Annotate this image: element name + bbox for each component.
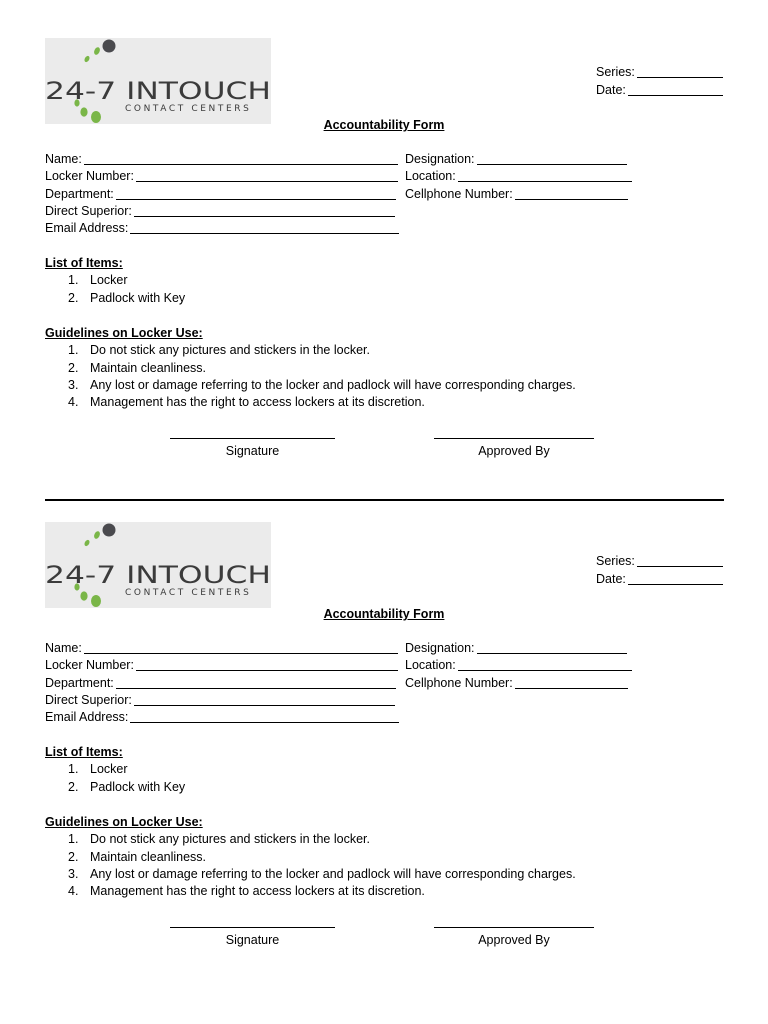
direct-superior-field[interactable] [45, 203, 395, 220]
designation-field[interactable] [405, 640, 627, 657]
item-number: 4. [68, 395, 79, 410]
direct-superior-label: Direct Superior: [45, 693, 132, 707]
item-number: 1. [68, 273, 79, 288]
approved-by-label: Approved By [478, 444, 550, 458]
signature-line [170, 438, 335, 439]
item-text: Locker [90, 762, 128, 777]
list-item [45, 290, 185, 307]
item-number: 1. [68, 832, 79, 847]
company-logo [45, 522, 271, 608]
item-text: Maintain cleanliness. [90, 360, 207, 375]
logo-wordmark: 24-7 INTOUCH [45, 561, 271, 589]
item-number: 1. [68, 762, 79, 777]
list-item [45, 394, 576, 411]
item-text: Any lost or damage referring to the locker and padlock will have corresponding charges. [90, 866, 576, 881]
designation-label: Designation: [405, 641, 475, 655]
location-field[interactable] [405, 168, 632, 185]
items-heading: List of Items: [45, 745, 123, 759]
form-title: Accountability Form [323, 607, 445, 621]
signature-label: Signature [225, 444, 280, 458]
item-number: 2. [68, 290, 79, 305]
list-item [45, 866, 576, 883]
location-label: Location: [405, 169, 456, 183]
guidelines-list [45, 325, 576, 411]
list-item [45, 761, 185, 778]
series-field[interactable] [596, 553, 723, 570]
cellphone-field[interactable] [405, 675, 628, 692]
signature-line [170, 927, 335, 928]
cellphone-label: Cellphone Number: [405, 676, 513, 690]
cellphone-field[interactable] [405, 186, 628, 203]
list-item [45, 360, 576, 377]
item-number: 3. [68, 377, 79, 392]
item-number: 2. [68, 849, 79, 864]
date-label: Date: [596, 572, 626, 586]
approved-by-line [434, 927, 594, 928]
email-field[interactable] [45, 220, 399, 237]
location-label: Location: [405, 658, 456, 672]
items-list [45, 255, 185, 307]
logo-dot [83, 539, 90, 547]
accountability-form-top [0, 0, 768, 490]
items-heading: List of Items: [45, 256, 123, 270]
name-field[interactable] [45, 640, 398, 657]
logo-graphic [45, 522, 271, 608]
item-text: Maintain cleanliness. [90, 849, 207, 864]
locker-number-label: Locker Number: [45, 658, 134, 672]
email-field[interactable] [45, 709, 399, 726]
item-text: Management has the right to access lockers at its discretion. [90, 884, 425, 899]
approved-by-block[interactable] [434, 927, 594, 949]
approved-by-label: Approved By [478, 933, 550, 947]
email-label: Email Address: [45, 710, 129, 724]
logo-graphic [45, 38, 271, 124]
department-field[interactable] [45, 186, 396, 203]
item-text: Do not stick any pictures and stickers in the locker. [90, 343, 370, 358]
items-list [45, 744, 185, 796]
date-label: Date: [596, 83, 626, 97]
guidelines-heading: Guidelines on Locker Use: [45, 326, 203, 340]
logo-wordmark: 24-7 INTOUCH [45, 77, 271, 105]
item-text: Locker [90, 273, 128, 288]
list-item [45, 849, 576, 866]
locker-number-field[interactable] [45, 657, 398, 674]
list-item [45, 272, 185, 289]
item-text: Any lost or damage referring to the locker and padlock will have corresponding charges. [90, 377, 576, 392]
logo-dot [93, 46, 101, 55]
accountability-form-bottom [0, 489, 768, 979]
approved-by-block[interactable] [434, 438, 594, 460]
logo-dot [80, 107, 87, 116]
form-title: Accountability Form [323, 118, 445, 132]
list-item [45, 779, 185, 796]
direct-superior-field[interactable] [45, 692, 395, 709]
department-field[interactable] [45, 675, 396, 692]
item-number: 2. [68, 779, 79, 794]
item-number: 1. [68, 343, 79, 358]
series-label: Series: [596, 65, 635, 79]
department-label: Department: [45, 187, 114, 201]
list-item [45, 377, 576, 394]
locker-number-field[interactable] [45, 168, 398, 185]
designation-label: Designation: [405, 152, 475, 166]
company-logo [45, 38, 271, 124]
item-number: 2. [68, 360, 79, 375]
series-field[interactable] [596, 64, 723, 81]
locker-number-label: Locker Number: [45, 169, 134, 183]
series-label: Series: [596, 554, 635, 568]
signature-block[interactable] [170, 927, 335, 949]
item-text: Management has the right to access lockers at its discretion. [90, 395, 425, 410]
logo-dot [93, 530, 101, 539]
approved-by-line [434, 438, 594, 439]
direct-superior-label: Direct Superior: [45, 204, 132, 218]
item-text: Padlock with Key [90, 290, 186, 305]
list-item [45, 342, 576, 359]
designation-field[interactable] [405, 151, 627, 168]
logo-dot [83, 55, 90, 63]
item-number: 4. [68, 884, 79, 899]
item-text: Do not stick any pictures and stickers in the locker. [90, 832, 370, 847]
item-number: 3. [68, 866, 79, 881]
email-label: Email Address: [45, 221, 129, 235]
date-field[interactable] [596, 82, 723, 99]
name-field[interactable] [45, 151, 398, 168]
list-item [45, 831, 576, 848]
logo-tagline: CONTACT CENTERS [125, 104, 252, 114]
location-field[interactable] [405, 657, 632, 674]
signature-label: Signature [225, 933, 280, 947]
logo-dot [80, 591, 87, 600]
cellphone-label: Cellphone Number: [405, 187, 513, 201]
guidelines-heading: Guidelines on Locker Use: [45, 815, 203, 829]
logo-dot-dark [103, 40, 116, 53]
name-label: Name: [45, 641, 82, 655]
logo-dot-dark [103, 524, 116, 537]
date-field[interactable] [596, 571, 723, 588]
guidelines-list [45, 814, 576, 900]
department-label: Department: [45, 676, 114, 690]
name-label: Name: [45, 152, 82, 166]
signature-block[interactable] [170, 438, 335, 460]
list-item [45, 883, 576, 900]
item-text: Padlock with Key [90, 779, 186, 794]
logo-tagline: CONTACT CENTERS [125, 588, 252, 598]
